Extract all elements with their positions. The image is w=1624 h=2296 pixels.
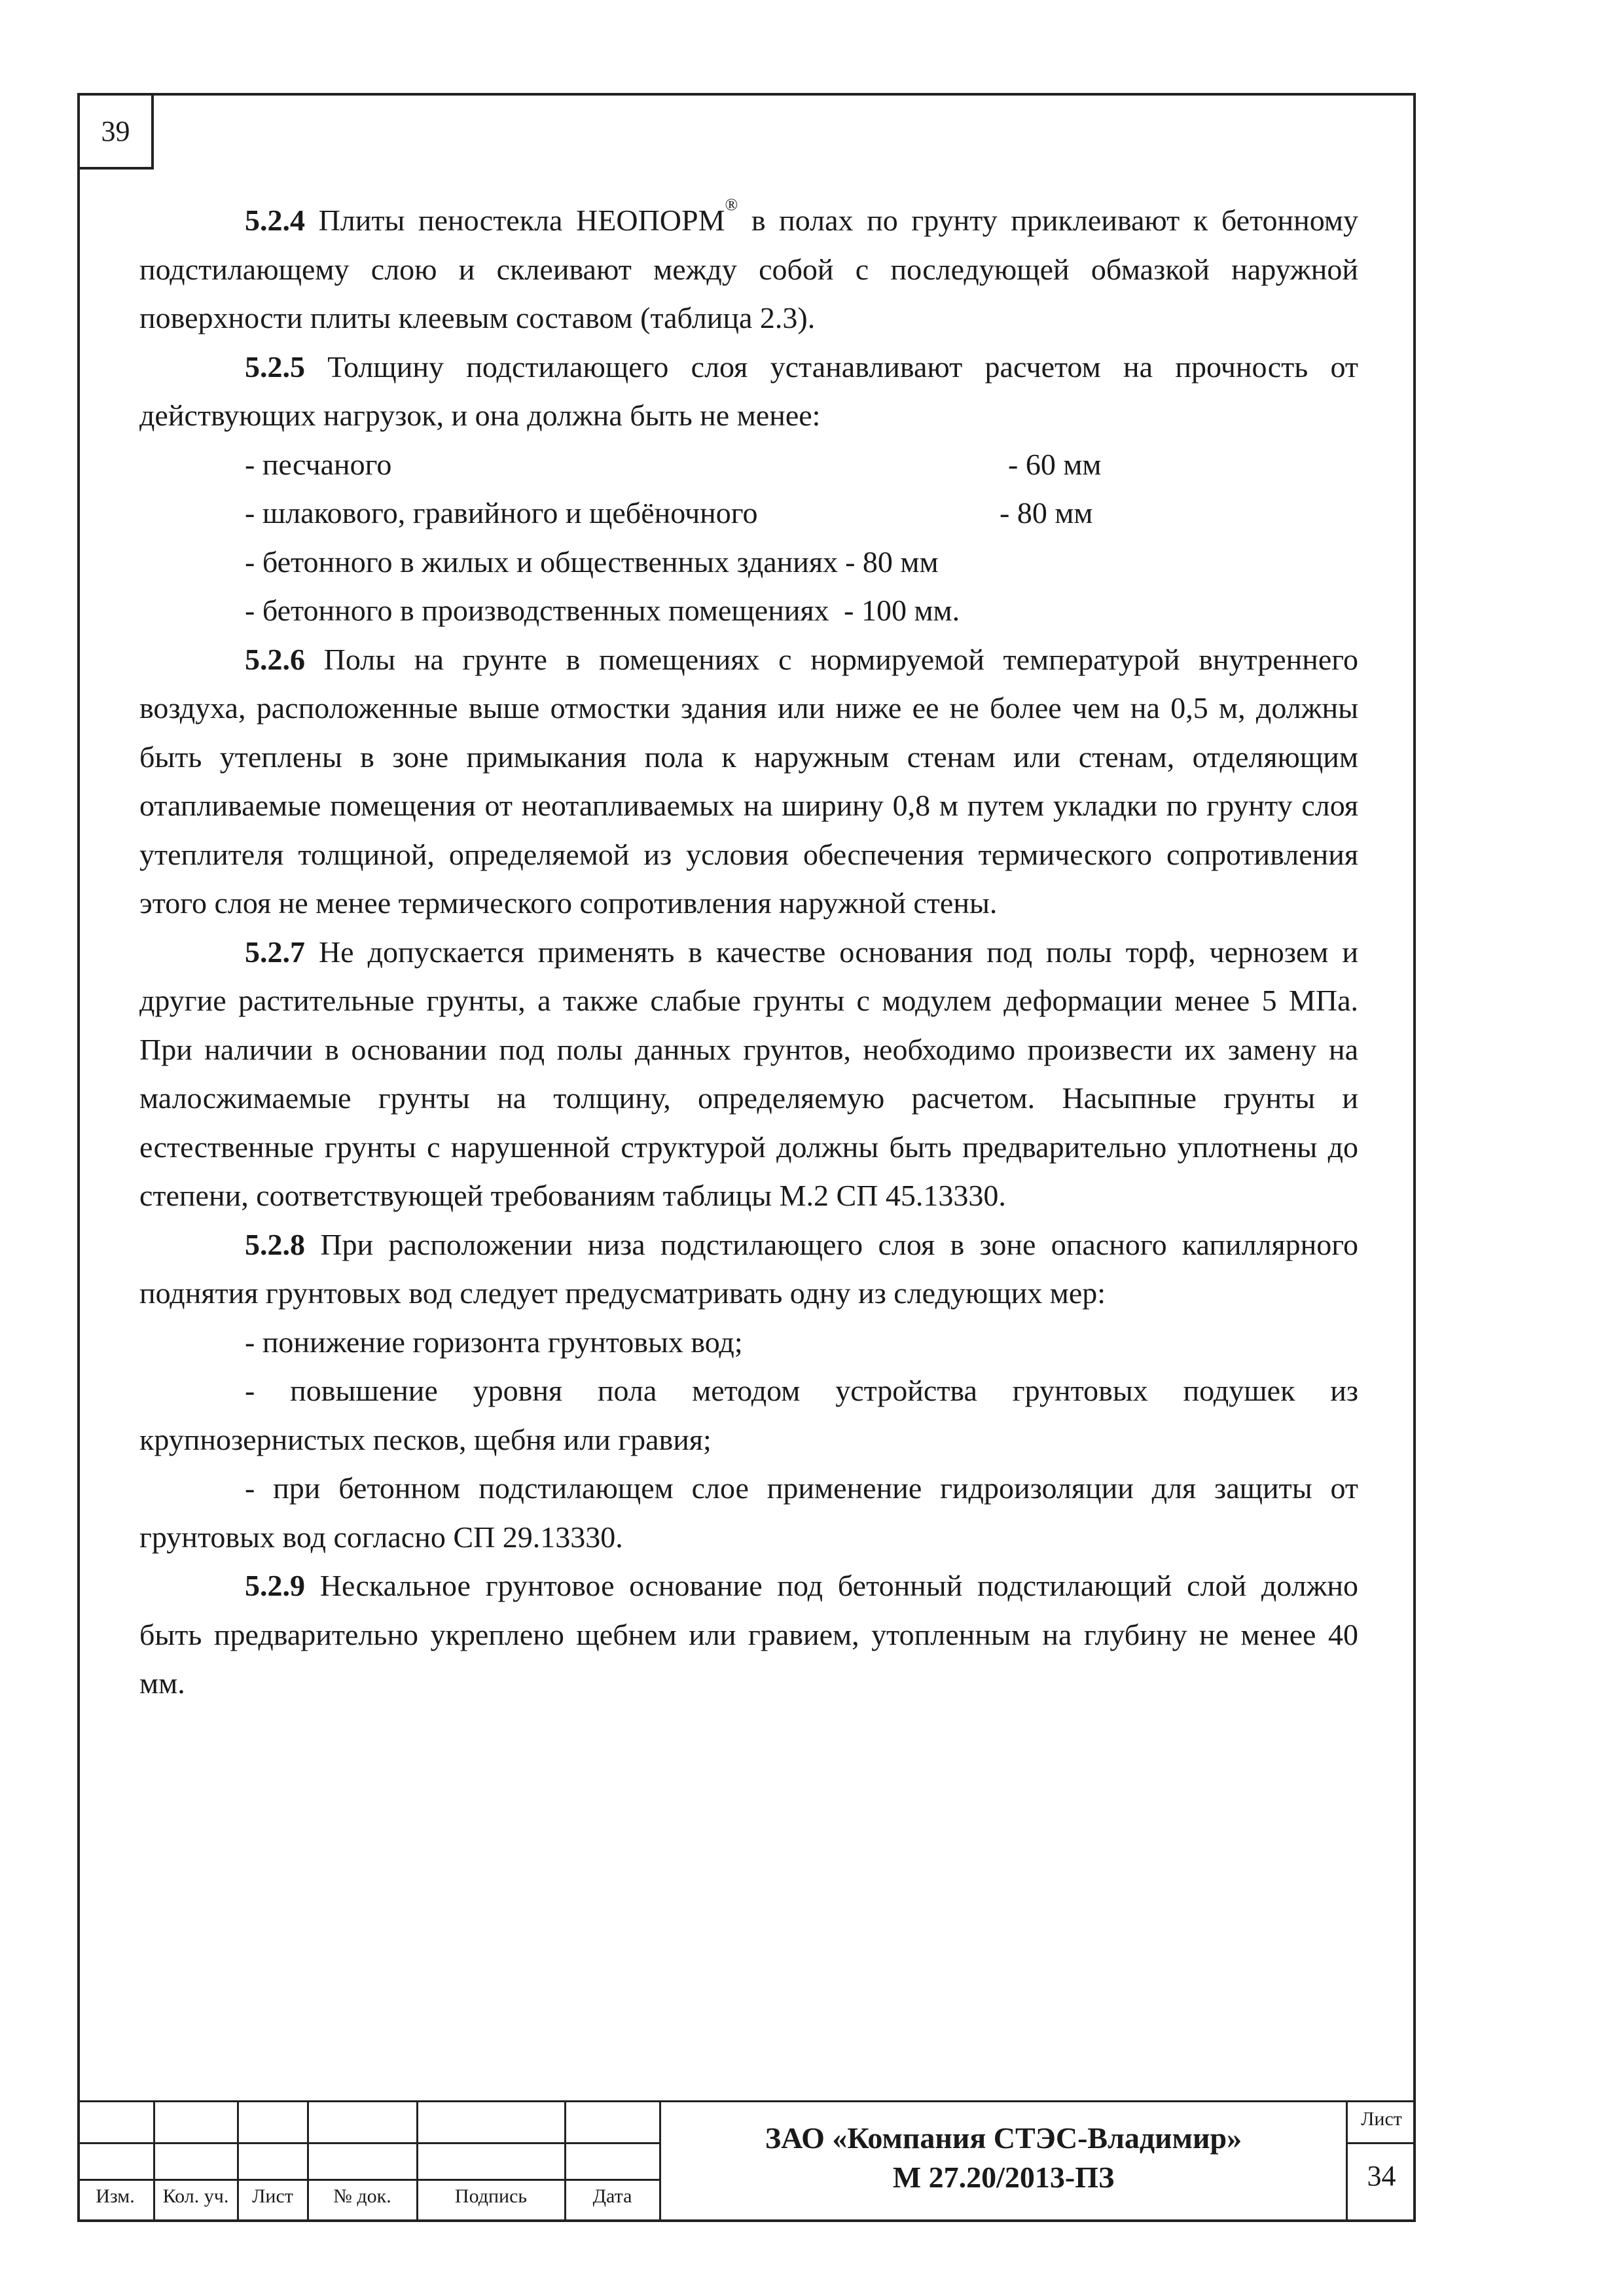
label-izm: Изм. <box>96 2185 135 2207</box>
list-item-label: - бетонного в производственных помещениях <box>245 594 837 627</box>
thickness-list <box>139 440 1358 636</box>
clause-number: 5.2.8 <box>245 1227 305 1261</box>
company-block <box>660 2119 1347 2197</box>
list-item-value: - 60 мм <box>1008 447 1102 481</box>
list-item-value: - 80 мм <box>845 545 939 579</box>
list-item <box>139 538 1358 587</box>
clause-number: 5.2.5 <box>245 350 305 384</box>
corner-page-number: 39 <box>77 93 154 170</box>
measure-item: - при бетонном подстилающем слое применение гидроизоляции для защиты от грунтовых вод согласно СП 29.13330. <box>139 1471 1358 1554</box>
measure-item: - понижение горизонта грунтовых вод; <box>245 1325 743 1359</box>
sheet-label: Лист <box>1361 2108 1402 2130</box>
paragraph-5-2-6 <box>139 636 1358 928</box>
title-block <box>77 2100 1416 2222</box>
list-item-label: - шлакового, гравийного и щебёночного <box>245 496 758 529</box>
list-item-label: - песчаного <box>245 447 392 481</box>
paragraph-5-2-4 <box>139 196 1358 343</box>
list-item-label: - бетонного в жилых и общественных зданиях <box>245 545 839 579</box>
list-item <box>139 586 1358 636</box>
registered-mark: ® <box>725 195 738 214</box>
paragraph-5-2-7 <box>139 928 1358 1221</box>
list-item-value: - 100 мм. <box>844 594 960 627</box>
list-item <box>139 489 1358 538</box>
clause-number: 5.2.9 <box>245 1569 305 1602</box>
clause-text: Полы на грунте в помещениях с нормируемой температурой внутреннего воздуха, расположенные выше отмостки здания или ниже ее не более чем на 0,5 м, должны быть утеплены в зоне примыкания пола к наружным стенам или стенам, отделяющим отапливаемые помещения от неотапливаемых на ширину 0,8 м путем укладки по грунту слоя утеплителя толщиной, определяемой из условия обеспечения термического сопротивления этого слоя не менее термического сопротивления наружной стены. <box>139 642 1358 920</box>
clause-text: Не допускается применять в качестве основания под полы торф, чернозем и другие растительные грунты, а также слабые грунты с модулем деформации менее 5 МПа. При наличии в основании под полы данных грунтов, необходимо произвести их замену на малосжимаемые грунты на толщину, определяемую расчетом. Насыпные грунты и естественные грунты с нарушенной структурой должны быть предварительно уплотнены до степени, соответствующей требованиям таблицы М.2 СП 45.13330. <box>139 935 1358 1212</box>
label-date: Дата <box>592 2185 632 2207</box>
clause-text: Толщину подстилающего слоя устанавливают расчетом на прочность от действующих нагрузок, и она должна быть не менее: <box>139 350 1358 432</box>
company-name: ЗАО «Компания СТЭС-Владимир» <box>765 2121 1242 2155</box>
list-item <box>139 440 1358 490</box>
clause-text: Нескальное грунтовое основание под бетонный подстилающий слой должно быть предварительно укреплено щебнем или гравием, утопленным на глубину не менее 40 мм. <box>139 1569 1358 1700</box>
clause-number: 5.2.7 <box>245 935 305 969</box>
title-block-rule <box>77 2179 660 2181</box>
clause-text: При расположении низа подстилающего слоя в зоне опасного капиллярного поднятия грунтовых вод следует предусматривать одну из следующих мер: <box>139 1227 1358 1310</box>
label-kol-uch: Кол. уч. <box>162 2185 229 2207</box>
clause-text: Плиты пеностекла НЕОПОРМ <box>305 204 725 237</box>
label-list: Лист <box>252 2185 293 2207</box>
title-block-rule <box>77 2100 1416 2102</box>
paragraph-5-2-9 <box>139 1562 1358 1708</box>
measure-item: - повышение уровня пола методом устройства грунтовых подушек из крупнозернистых песков, щебня или гравия; <box>139 1374 1358 1456</box>
sheet-number: 34 <box>1367 2160 1396 2192</box>
document-body <box>139 196 1358 1708</box>
clause-text: в полах по грунту приклеивают к бетонному подстилающему слою и склеивают между собой с последующей обмазкой наружной поверхности плиты клеевым составом (таблица 2.3). <box>139 204 1358 334</box>
title-block-rule <box>77 2142 660 2144</box>
label-doc-number: № док. <box>333 2185 391 2207</box>
paragraph-5-2-5 <box>139 343 1358 440</box>
label-signature: Подпись <box>454 2185 528 2207</box>
document-code: М 27.20/2013-ПЗ <box>892 2161 1115 2194</box>
list-item-value: - 80 мм <box>1000 496 1093 529</box>
paragraph-5-2-8 <box>139 1221 1358 1318</box>
title-block-rule <box>1347 2142 1416 2144</box>
clause-number: 5.2.6 <box>245 642 305 676</box>
clause-number: 5.2.4 <box>245 204 305 237</box>
